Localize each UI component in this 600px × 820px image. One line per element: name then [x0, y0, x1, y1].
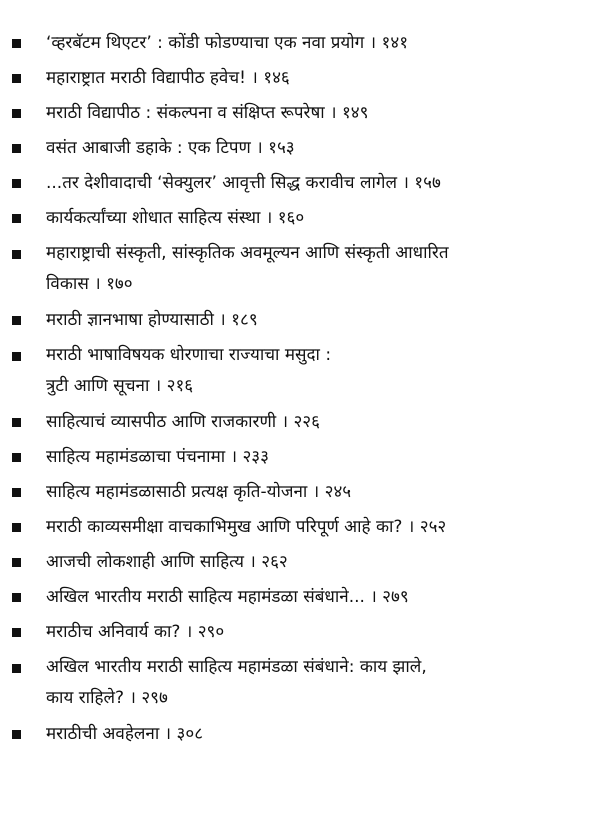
entry-title: आजची लोकशाही आणि साहित्य — [46, 552, 244, 572]
bullet-icon — [12, 179, 21, 188]
entry-page-number: २९० — [197, 622, 225, 642]
entry-separator: । — [164, 724, 172, 744]
entry-separator: । — [256, 138, 263, 158]
toc-entry — [0, 309, 600, 331]
toc-entry — [0, 137, 600, 159]
entry-page-number: २५२ — [419, 517, 447, 537]
entry-page-number: १४१ — [381, 33, 409, 53]
entry-page-number: १४९ — [341, 103, 369, 123]
entry-title: वसंत आबाजी डहाके : एक टिपण — [46, 138, 251, 158]
entry-title-line-2: विकास — [46, 274, 89, 294]
toc-entry — [0, 238, 600, 300]
bullet-icon — [12, 250, 21, 259]
entry-page-number: २३३ — [242, 447, 269, 467]
entry-page-number: १८९ — [231, 310, 258, 330]
bullet-icon — [12, 109, 21, 118]
entry-title: साहित्य महामंडळाचा पंचनामा — [46, 447, 226, 467]
entry-page-number: १६० — [277, 208, 305, 228]
bullet-icon — [12, 730, 21, 739]
toc-entry — [0, 32, 600, 54]
entry-title: कार्यकर्त्यांच्या शोधात साहित्य संस्था — [46, 208, 261, 228]
entry-title: साहित्याचं व्यासपीठ आणि राजकारणी — [46, 412, 277, 432]
entry-page-number: १५७ — [414, 173, 441, 193]
entry-separator: । — [219, 310, 226, 330]
entry-title-line-1: मराठी भाषाविषयक धोरणाचा राज्याचा मसुदा : — [46, 345, 332, 365]
entry-title-line-2: त्रुटी आणि सूचना — [46, 376, 150, 396]
entry-separator: । — [407, 517, 415, 537]
entry-title: मराठी काव्यसमीक्षा वाचकाभिमुख आणि परिपूर्ण आहे का? — [46, 517, 403, 537]
entry-separator: । — [265, 208, 273, 228]
entry-page-number: १५३ — [268, 138, 295, 158]
toc-entry — [0, 723, 600, 745]
bullet-icon — [12, 558, 21, 567]
toc-entry — [0, 411, 600, 433]
entry-page-number: २७९ — [382, 587, 409, 607]
entry-page-number: २९७ — [141, 688, 168, 708]
toc-entry — [0, 586, 600, 608]
entry-title: ‘व्हरबॅटम थिएटर’ : कोंडी फोडण्याचा एक नवा प्रयोग — [46, 33, 365, 53]
bullet-icon — [12, 523, 21, 532]
entry-separator: । — [330, 103, 337, 123]
entry-title: मराठी ज्ञानभाषा होण्यासाठी — [46, 310, 214, 330]
entry-title: मराठी विद्यापीठ : संकल्पना व संक्षिप्त रूपरेषा — [46, 103, 325, 123]
entry-separator: । — [154, 376, 162, 396]
bullet-icon — [12, 352, 21, 361]
table-of-contents — [0, 32, 600, 758]
entry-separator: । — [129, 688, 136, 708]
entry-title: साहित्य महामंडळासाठी प्रत्यक्ष कृति-योजना — [46, 482, 308, 502]
toc-entry — [0, 102, 600, 124]
entry-separator: । — [402, 173, 409, 193]
entry-page-number: १७० — [106, 274, 133, 294]
bullet-icon — [12, 316, 21, 325]
entry-title: ...तर देशीवादाची ‘सेक्युलर’ आवृत्ती सिद्ध करावीच लागेल — [46, 173, 398, 193]
toc-entry — [0, 621, 600, 643]
entry-separator: । — [312, 482, 320, 502]
toc-entry — [0, 67, 600, 89]
bullet-icon — [12, 214, 21, 223]
entry-page-number: ३०८ — [176, 724, 204, 744]
toc-entry — [0, 172, 600, 194]
entry-separator: । — [369, 33, 377, 53]
toc-entry — [0, 516, 600, 538]
bullet-icon — [12, 593, 21, 602]
entry-page-number: २६२ — [261, 552, 288, 572]
entry-title-line-1: महाराष्ट्राची संस्कृती, सांस्कृतिक अवमूल्यन आणि संस्कृती आधारित — [46, 243, 449, 263]
entry-separator: । — [230, 447, 238, 467]
toc-entry — [0, 481, 600, 503]
entry-separator: । — [94, 274, 101, 294]
entry-title: महाराष्ट्रात मराठी विद्यापीठ हवेच! — [46, 68, 246, 88]
entry-page-number: १४६ — [263, 68, 290, 88]
entry-title-line-1: अखिल भारतीय मराठी साहित्य महामंडळा संबंधाने: काय झाले, — [46, 657, 427, 677]
bullet-icon — [12, 418, 21, 427]
bullet-icon — [12, 628, 21, 637]
entry-page-number: २१६ — [166, 376, 194, 396]
toc-entry — [0, 652, 600, 714]
bullet-icon — [12, 664, 21, 673]
entry-title: मराठीची अवहेलना — [46, 724, 160, 744]
bullet-icon — [12, 74, 21, 83]
entry-separator: । — [185, 622, 193, 642]
entry-separator: । — [249, 552, 256, 572]
entry-title-line-2: काय राहिले? — [46, 688, 125, 708]
entry-page-number: २४५ — [324, 482, 352, 502]
entry-title: मराठीच अनिवार्य का? — [46, 622, 181, 642]
entry-separator: । — [281, 412, 289, 432]
entry-title: अखिल भारतीय मराठी साहित्य महामंडळा संबंधाने... — [46, 587, 365, 607]
entry-page-number: २२६ — [293, 412, 320, 432]
bullet-icon — [12, 144, 21, 153]
toc-entry — [0, 551, 600, 573]
bullet-icon — [12, 453, 21, 462]
bullet-icon — [12, 488, 21, 497]
toc-entry — [0, 446, 600, 468]
entry-separator: । — [370, 587, 377, 607]
toc-entry — [0, 340, 600, 402]
bullet-icon — [12, 39, 21, 48]
entry-separator: । — [251, 68, 258, 88]
toc-entry — [0, 207, 600, 229]
